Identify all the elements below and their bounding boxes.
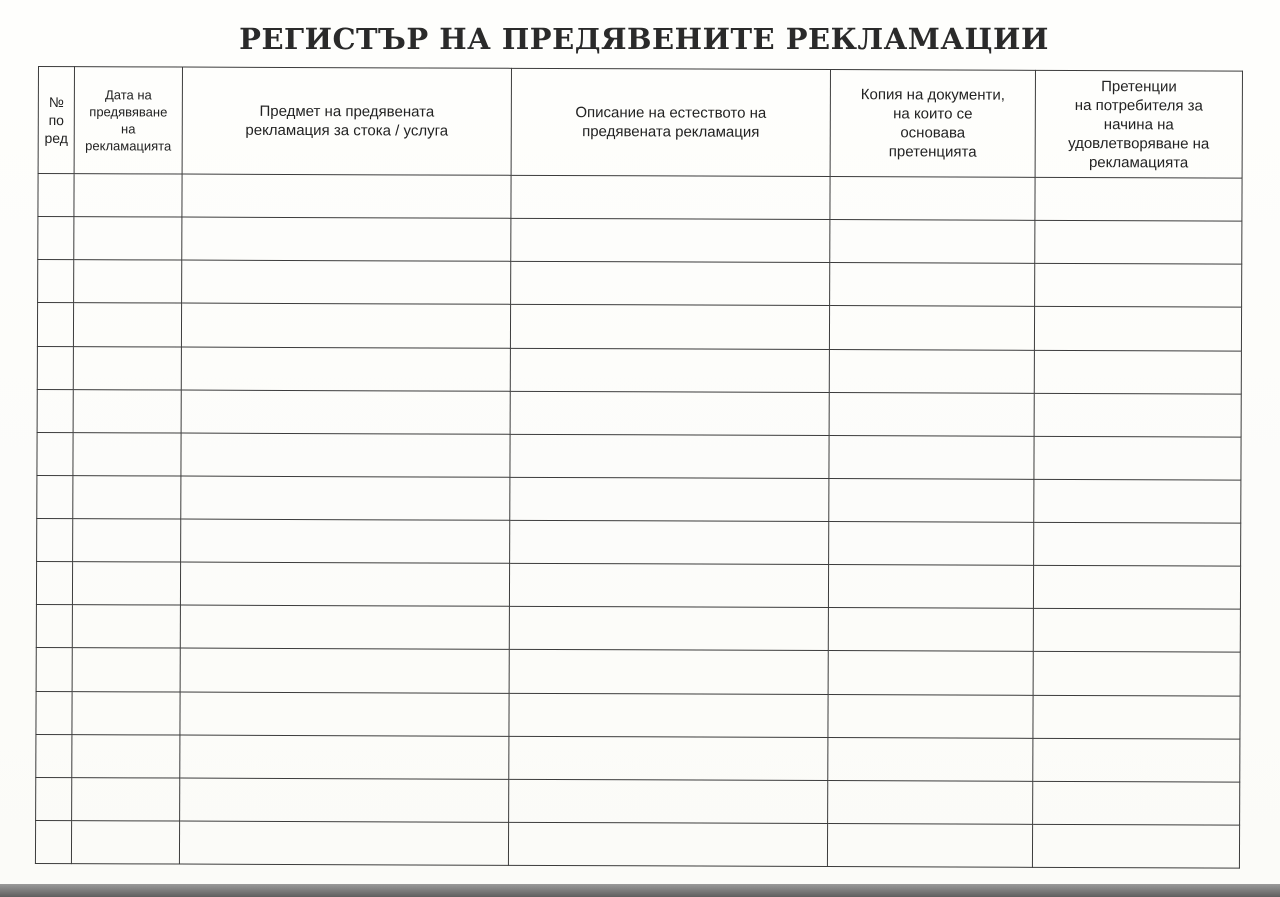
table-cell-date[interactable]: [73, 346, 181, 390]
table-cell-description[interactable]: [509, 607, 828, 651]
table-cell-date[interactable]: [71, 821, 179, 865]
table-cell-date[interactable]: [73, 303, 181, 347]
complaints-register-table: [35, 66, 1243, 869]
table-cell-date[interactable]: [74, 260, 182, 304]
table-cell-claims[interactable]: [1035, 220, 1242, 264]
table-cell-claims[interactable]: [1033, 781, 1240, 825]
table-cell-documents[interactable]: [830, 177, 1035, 221]
table-cell-documents[interactable]: [829, 478, 1034, 522]
table-cell-no[interactable]: [36, 734, 72, 777]
table-cell-date[interactable]: [73, 476, 181, 520]
page-title: РЕГИСТЪР НА ПРЕДЯВЕНИТЕ РЕКЛАМАЦИИ: [239, 22, 1049, 56]
table-cell-description[interactable]: [509, 563, 828, 607]
table-cell-claims[interactable]: [1034, 393, 1241, 437]
table-row: [36, 777, 1240, 825]
table-row: [36, 691, 1240, 739]
table-cell-claims[interactable]: [1033, 738, 1240, 782]
table-cell-subject[interactable]: [182, 217, 511, 261]
column-header-subject-label: Предмет на предявената рекламация за стока / услуга: [245, 102, 449, 140]
table-cell-date[interactable]: [72, 734, 180, 778]
column-header-claims-label: Претенции на потребителя за начина на удовлетворяване на рекламацията: [1068, 77, 1210, 171]
table-cell-description[interactable]: [510, 477, 829, 521]
table-cell-description[interactable]: [510, 434, 829, 478]
table-cell-date[interactable]: [72, 691, 180, 735]
table-cell-description[interactable]: [510, 348, 829, 392]
column-header-date: [74, 67, 182, 174]
table-row: [36, 605, 1240, 653]
column-header-documents: [830, 70, 1035, 178]
table-cell-subject[interactable]: [181, 519, 510, 563]
table-cell-no[interactable]: [37, 346, 73, 389]
table-cell-description[interactable]: [509, 779, 828, 823]
table-cell-description[interactable]: [509, 650, 828, 694]
table-cell-subject[interactable]: [180, 648, 509, 692]
column-header-number-label: № по ред: [44, 94, 68, 147]
table-cell-date[interactable]: [72, 777, 180, 821]
table-row: [37, 303, 1241, 351]
table-cell-date[interactable]: [74, 174, 182, 218]
table-cell-no[interactable]: [36, 562, 72, 605]
table-cell-documents[interactable]: [828, 737, 1033, 781]
table-row: [36, 562, 1240, 610]
table-cell-date[interactable]: [73, 432, 181, 476]
table-cell-subject[interactable]: [179, 821, 508, 865]
table-cell-documents[interactable]: [830, 220, 1035, 264]
table-cell-claims[interactable]: [1033, 695, 1240, 739]
table-cell-subject[interactable]: [182, 260, 511, 304]
column-header-number: [38, 67, 74, 174]
table-cell-claims[interactable]: [1033, 609, 1240, 653]
table-cell-no[interactable]: [37, 303, 73, 346]
column-header-date-label: Дата на предявяване на рекламацията: [85, 87, 172, 154]
table-cell-documents[interactable]: [828, 565, 1033, 609]
table-cell-claims[interactable]: [1034, 350, 1241, 394]
table-cell-description[interactable]: [510, 391, 829, 435]
table-cell-no[interactable]: [36, 777, 72, 820]
table-cell-subject[interactable]: [181, 303, 510, 347]
table-cell-description[interactable]: [511, 175, 830, 219]
table-cell-claims[interactable]: [1032, 824, 1239, 868]
table-cell-subject[interactable]: [181, 347, 510, 391]
table-cell-description[interactable]: [509, 736, 828, 780]
table-row: [35, 820, 1239, 868]
table-cell-claims[interactable]: [1033, 565, 1240, 609]
table-cell-date[interactable]: [72, 605, 180, 649]
table-cell-subject[interactable]: [182, 174, 511, 218]
table-row: [38, 174, 1242, 222]
table-cell-documents[interactable]: [829, 522, 1034, 566]
table-cell-subject[interactable]: [181, 476, 510, 520]
table-cell-subject[interactable]: [180, 562, 509, 606]
table-row: [36, 734, 1240, 782]
table-cell-subject[interactable]: [180, 735, 509, 779]
table-cell-description[interactable]: [508, 822, 827, 866]
table-row: [37, 432, 1241, 480]
table-cell-claims[interactable]: [1035, 177, 1242, 221]
table-cell-subject[interactable]: [180, 778, 509, 822]
table-cell-no[interactable]: [37, 518, 73, 561]
table-row: [38, 260, 1242, 308]
table-header-row: [38, 67, 1242, 179]
table-cell-subject[interactable]: [180, 692, 509, 736]
table-cell-claims[interactable]: [1033, 652, 1240, 696]
column-header-description: [511, 68, 830, 176]
table-cell-date[interactable]: [73, 519, 181, 563]
table-row: [37, 518, 1241, 566]
table-cell-description[interactable]: [509, 693, 828, 737]
table-cell-no[interactable]: [36, 605, 72, 648]
table-cell-no[interactable]: [38, 260, 74, 303]
table-cell-documents[interactable]: [829, 435, 1034, 479]
table-cell-subject[interactable]: [181, 390, 510, 434]
table-cell-documents[interactable]: [828, 694, 1033, 738]
table-cell-no[interactable]: [37, 475, 73, 518]
table-cell-claims[interactable]: [1034, 436, 1241, 480]
table-cell-documents[interactable]: [829, 306, 1034, 350]
table-cell-documents[interactable]: [828, 780, 1033, 824]
table-cell-no[interactable]: [36, 648, 72, 691]
table-cell-no[interactable]: [36, 691, 72, 734]
column-header-claims: [1035, 70, 1242, 178]
table-cell-documents[interactable]: [830, 263, 1035, 307]
table-cell-documents[interactable]: [828, 651, 1033, 695]
table-cell-documents[interactable]: [829, 349, 1034, 393]
table-cell-claims[interactable]: [1034, 307, 1241, 351]
column-header-subject: [182, 67, 511, 175]
table-cell-claims[interactable]: [1034, 479, 1241, 523]
table-body: [35, 174, 1242, 869]
table-cell-documents[interactable]: [828, 608, 1033, 652]
table-cell-no[interactable]: [38, 217, 74, 260]
table-cell-documents[interactable]: [827, 823, 1032, 867]
table-cell-documents[interactable]: [829, 392, 1034, 436]
scan-edge-shadow: [0, 884, 1280, 897]
table-cell-date[interactable]: [74, 217, 182, 261]
table-cell-date[interactable]: [73, 389, 181, 433]
table-cell-description[interactable]: [511, 218, 830, 262]
table-cell-subject[interactable]: [180, 605, 509, 649]
table-cell-no[interactable]: [38, 174, 74, 217]
table-cell-date[interactable]: [72, 562, 180, 606]
table-cell-no[interactable]: [37, 432, 73, 475]
table-cell-no[interactable]: [35, 820, 71, 863]
table-row: [37, 346, 1241, 394]
table-cell-subject[interactable]: [181, 433, 510, 477]
column-header-description-label: Описание на естеството на предявената рекламация: [575, 104, 767, 141]
table-row: [37, 389, 1241, 437]
table-cell-description[interactable]: [511, 262, 830, 306]
table-cell-claims[interactable]: [1035, 264, 1242, 308]
table-cell-claims[interactable]: [1034, 522, 1241, 566]
table-cell-no[interactable]: [37, 389, 73, 432]
table-row: [36, 648, 1240, 696]
table-row: [37, 475, 1241, 523]
column-header-documents-label: Копия на документи, на които се основава претенцията: [860, 86, 1006, 161]
table-cell-date[interactable]: [72, 648, 180, 692]
table-cell-description[interactable]: [510, 520, 829, 564]
table-cell-description[interactable]: [510, 305, 829, 349]
table-row: [38, 217, 1242, 265]
